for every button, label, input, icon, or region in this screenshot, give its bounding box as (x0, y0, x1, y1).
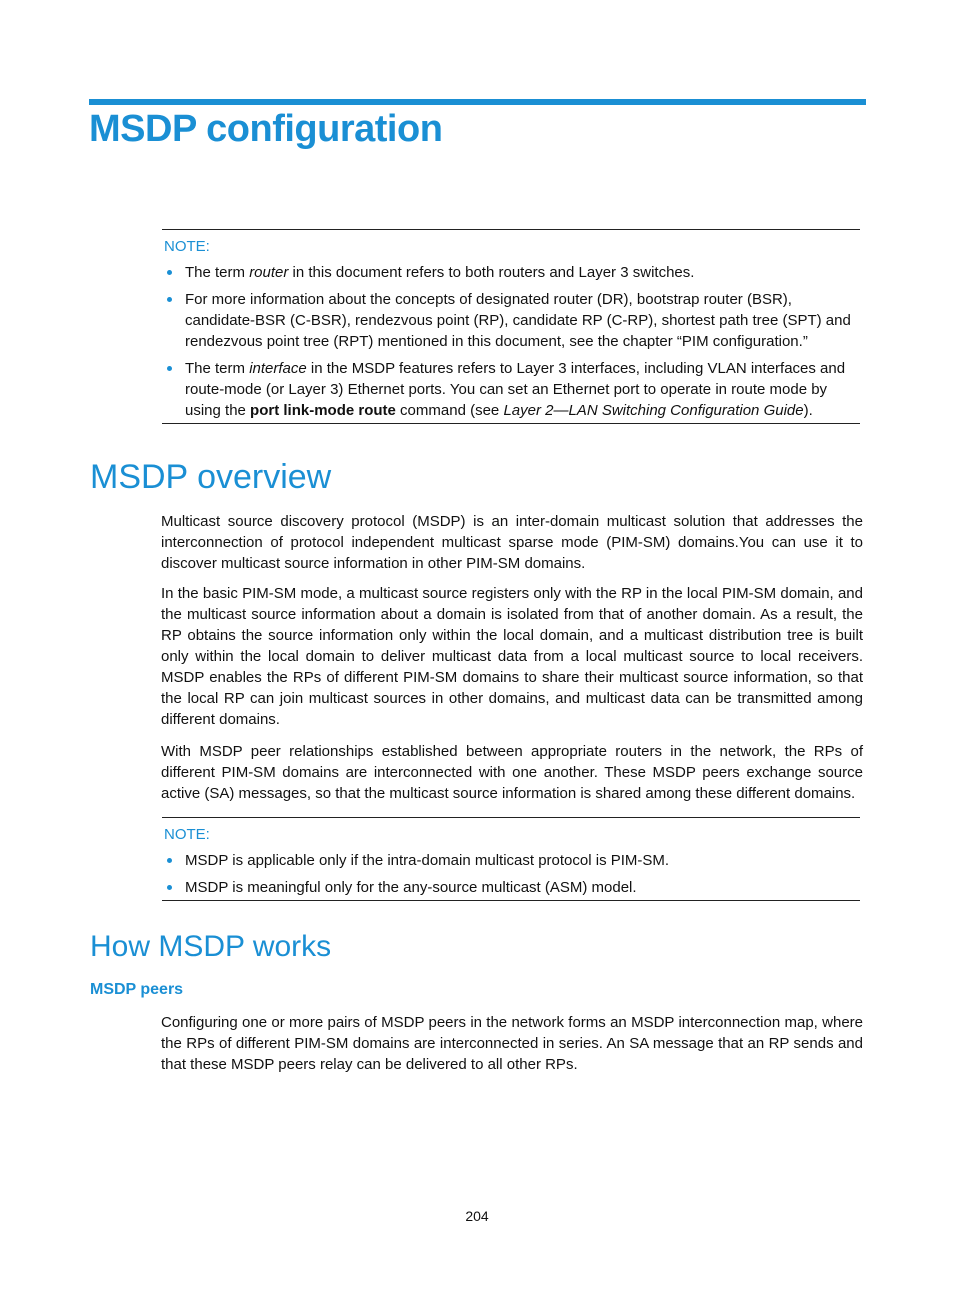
note-list (162, 262, 860, 421)
note-item: For more information about the concepts of designated router (DR), bootstrap router (BSR), candidate-BSR (C-BSR), rendezvous point (RP), candidate RP (C-RP), shortest path tree (SPT) and rendezvous point tree (RPT) mentioned in this document, see the chapter “PIM configuration.” (162, 289, 860, 352)
note-label: NOTE: (164, 238, 210, 255)
page-number: 204 (465, 1208, 489, 1224)
paragraph: Multicast source discovery protocol (MSDP) is an inter-domain multicast solution that addresses the interconnection of protocol independent multicast sparse mode (PIM-SM) domains.You can use it to discover multicast source information in other PIM-SM domains. (161, 513, 863, 572)
chapter-title: MSDP configuration (89, 108, 443, 150)
note-item: The term interface in the MSDP features refers to Layer 3 interfaces, including VLAN interfaces and route-mode (or Layer 3) Ethernet ports. You can set an Ethernet port to operate in route mode by using the port link-mode route command (see Layer 2—LAN Switching Configuration Guide). (162, 358, 860, 421)
paragraph: Configuring one or more pairs of MSDP peers in the network forms an MSDP interconnection map, where the RPs of different PIM-SM domains are interconnected in series. An SA message that an RP sends and that these MSDP peers relay can be delivered to all other RPs. (161, 1014, 863, 1073)
note-item: MSDP is meaningful only for the any-source multicast (ASM) model. (162, 877, 860, 898)
section-heading-how-msdp-works: How MSDP works (90, 930, 332, 963)
note-box (162, 229, 860, 424)
section-heading-overview: MSDP overview (90, 458, 332, 496)
note-item: The term router in this document refers to both routers and Layer 3 switches. (162, 262, 860, 283)
paragraph: With MSDP peer relationships established between appropriate routers in the network, the RPs of different PIM-SM domains are interconnected with one another. These MSDP peers exchange source active (SA) messages, so that the multicast source information is shared among these different domains. (161, 743, 863, 802)
note-item: MSDP is applicable only if the intra-domain multicast protocol is PIM-SM. (162, 850, 860, 871)
note-box (162, 817, 860, 901)
note-list (162, 850, 860, 898)
title-rule (89, 99, 866, 105)
paragraph: In the basic PIM-SM mode, a multicast source registers only with the RP in the local PIM-SM domain, and the multicast source information about a domain is isolated from that of another domain. As a result, the RP obtains the source information only within the local domain, and a multicast distribution tree is built only within the local domain to deliver multicast data from a local multicast source to local receivers. MSDP enables the RPs of different PIM-SM domains to share their multicast source information, so that the local RP can join multicast sources in other domains, and multicast data can be transmitted among different domains. (161, 585, 863, 728)
subsection-heading-msdp-peers: MSDP peers (90, 981, 184, 998)
note-label: NOTE: (164, 826, 210, 843)
